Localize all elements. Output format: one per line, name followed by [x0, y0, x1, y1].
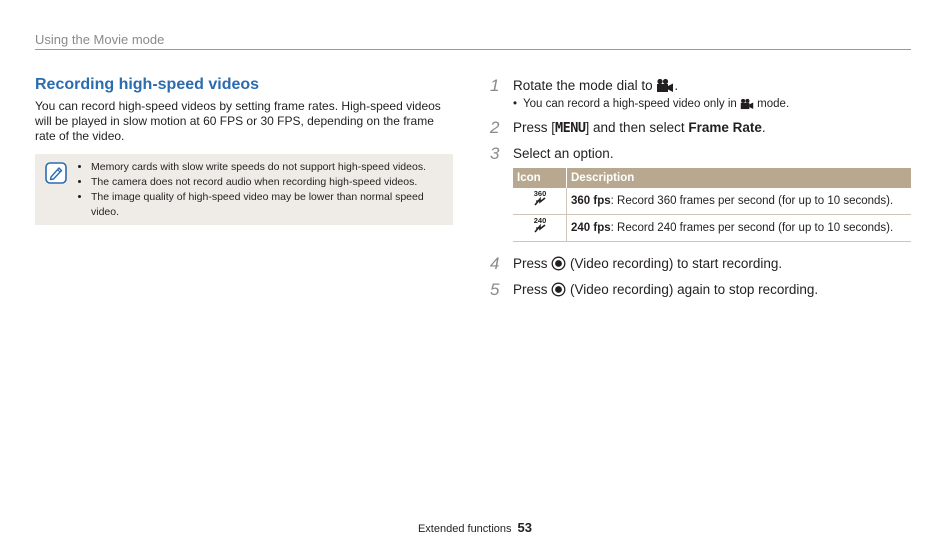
fps-icon-label: 240 [533, 215, 546, 225]
subnote-text-end: mode. [753, 98, 790, 110]
step-number: 3 [490, 144, 500, 163]
header-title: Using the Movie mode [35, 32, 165, 47]
table-row [513, 215, 911, 242]
step-number: 1 [490, 76, 500, 95]
left-column [35, 76, 453, 225]
right-column [490, 76, 911, 306]
section-intro: You can record high-speed videos by setting frame rates. High-speed videos will be played in slow motion at 60 FPS or 30 FPS, depending on the frame rate of the video. [35, 99, 441, 143]
step-text-end: . [674, 78, 679, 93]
table-header-icon: Icon [513, 168, 567, 188]
step-text-mid: ] and then select [585, 120, 689, 135]
section-title: Recording high-speed videos [35, 76, 260, 93]
option-name: 240 fps [571, 222, 611, 234]
options-table [513, 168, 911, 242]
step-text-end: . [761, 120, 766, 135]
step-number: 2 [490, 118, 500, 137]
step-text: Rotate the mode dial to [513, 78, 657, 93]
movie-mode-icon [740, 98, 754, 110]
step-2 [490, 118, 911, 138]
record-button-icon [551, 282, 566, 297]
note-box [35, 154, 453, 225]
frame-rate-label: Frame Rate [688, 120, 762, 135]
step-3 [490, 144, 911, 242]
table-row [513, 188, 911, 215]
note-item: • Memory cards with slow write speeds do not support high-speed videos. [91, 160, 443, 175]
step-text: Press [ [513, 120, 556, 135]
step-1 [490, 76, 911, 112]
table-header-description: Description [567, 168, 912, 188]
option-description: : Record 240 frames per second (for up to 10 seconds). [610, 222, 894, 234]
option-description: : Record 360 frames per second (for up to 10 seconds). [610, 195, 894, 207]
record-button-icon [551, 256, 566, 271]
option-name: 360 fps [571, 195, 611, 207]
footer-section: Extended functions [417, 523, 512, 535]
step-4 [490, 254, 911, 274]
fps-360-icon [530, 189, 550, 207]
page-number: 53 [517, 520, 533, 535]
step-number: 5 [490, 280, 500, 299]
movie-mode-icon [656, 78, 674, 93]
note-item: • The camera does not record audio when recording high-speed videos. [91, 175, 443, 190]
step-text-end: (Video recording) again to stop recording. [566, 282, 819, 297]
step-text: Press [513, 256, 552, 271]
step-text-end: (Video recording) to start recording. [566, 256, 783, 271]
step-number: 4 [490, 254, 500, 273]
fps-240-icon [530, 216, 550, 234]
step-text: Select an option. [513, 146, 614, 161]
step-text: Press [513, 282, 552, 297]
subnote-text: You can record a high-speed video only in [523, 98, 740, 110]
page-footer [0, 520, 950, 535]
fps-icon-label: 360 [533, 188, 546, 198]
menu-button-label: MENU [555, 120, 586, 136]
page-header [35, 32, 911, 50]
table-header-row [513, 168, 911, 188]
note-pencil-icon [45, 162, 67, 184]
note-item: • The image quality of high-speed video may be lower than normal speed video. [91, 190, 443, 220]
step-1-subnote [513, 96, 911, 112]
note-list [75, 160, 443, 220]
step-5 [490, 280, 911, 300]
